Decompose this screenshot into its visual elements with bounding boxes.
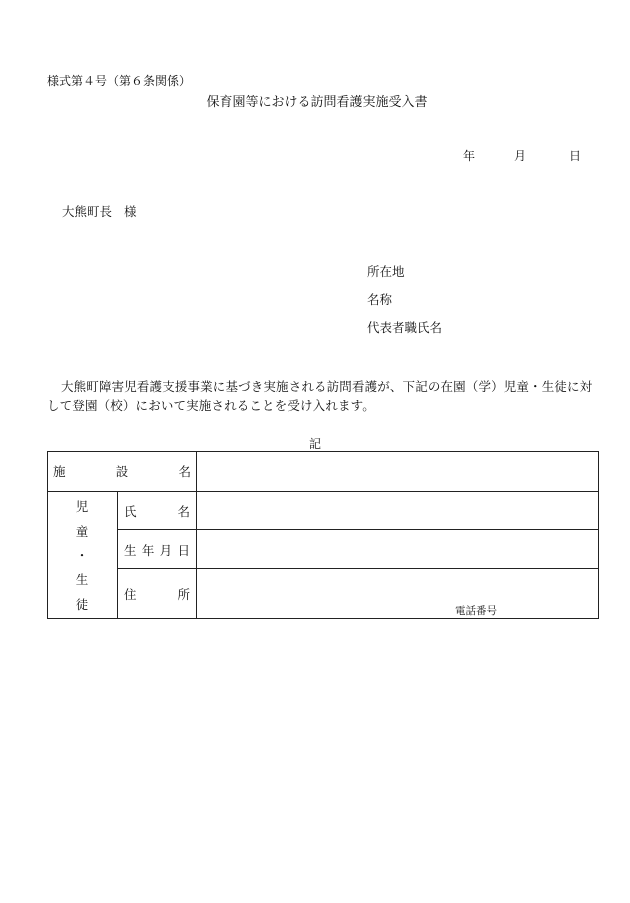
date-line bbox=[463, 147, 581, 164]
addressee-name: 大熊町長 bbox=[62, 204, 113, 219]
ki-heading: 記 bbox=[308, 437, 321, 451]
date-year-label: 年 bbox=[463, 149, 476, 163]
facility-name-label: 施 設 名 bbox=[53, 464, 191, 479]
addressee bbox=[62, 202, 137, 220]
table-border-right bbox=[598, 451, 599, 619]
table-border-bottom bbox=[47, 618, 599, 619]
table-divider-child-column bbox=[117, 491, 118, 619]
table-divider-label-column bbox=[196, 451, 197, 619]
student-name-label: 氏 名 bbox=[124, 504, 190, 519]
document-title: 保育園等における訪問看護実施受入書 bbox=[206, 95, 428, 110]
table-divider-birthdate bbox=[117, 568, 599, 569]
form-number: 様式第４号（第６条関係） bbox=[47, 74, 192, 88]
table-border-top bbox=[47, 451, 599, 452]
applicant-representative-label: 代表者職氏名 bbox=[367, 320, 443, 335]
birthdate-label: 生 年 月 日 bbox=[124, 543, 190, 558]
addressee-honorific: 様 bbox=[124, 204, 137, 219]
date-day-label: 日 bbox=[569, 149, 582, 163]
applicant-address-label: 所在地 bbox=[367, 264, 405, 279]
date-month-label: 月 bbox=[514, 149, 527, 163]
body-text: 大熊町障害児看護支援事業に基づき実施される訪問看護が、下記の在園（学）児童・生徒に対して登園（校）において実施されることを受け入れます。 bbox=[47, 379, 593, 413]
child-student-label: 児 童 ・ 生 徒 bbox=[75, 499, 89, 612]
table-divider-facility bbox=[47, 491, 599, 492]
applicant-name-label: 名称 bbox=[367, 292, 393, 307]
address-label: 住 所 bbox=[124, 587, 190, 602]
phone-number-label: 電話番号 bbox=[455, 605, 497, 617]
table-divider-name bbox=[117, 529, 599, 530]
